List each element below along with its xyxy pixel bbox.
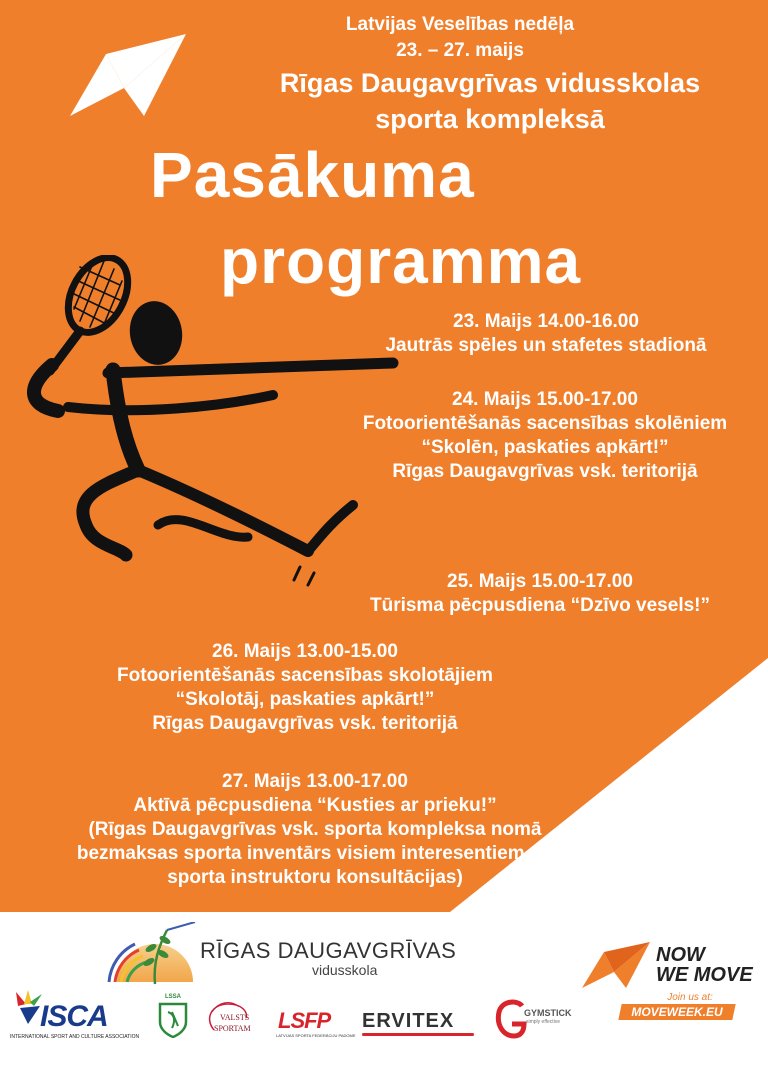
gymstick-logo-text: GYMSTICK xyxy=(524,1008,572,1018)
school-logo-icon xyxy=(105,922,205,988)
school-logo-sub: vidusskola xyxy=(312,962,378,978)
event-1-date: 23. Maijs 14.00-16.00 xyxy=(453,311,639,332)
venue-line-2: sporta kompleksā xyxy=(375,104,605,134)
week-title: Latvijas Veselības nedēļa xyxy=(345,14,575,35)
nowwemove-join: Join us at: xyxy=(667,992,713,1003)
event-1 xyxy=(336,310,756,358)
lsfp-logo-sub: LATVIJAS SPORTA FEDERĀCIJU PADOME xyxy=(276,1033,356,1038)
page-title-line-2: programma xyxy=(220,225,582,297)
event-4-line-1: Fotoorientēšanās sacensības skolotājiem xyxy=(117,665,493,686)
nowwemove-url[interactable]: MOVEWEEK.EU xyxy=(631,1005,723,1019)
event-2-line-3: Rīgas Daugavgrīvas vsk. teritorijā xyxy=(392,461,698,482)
week-dates: 23. – 27. maijs xyxy=(396,40,524,61)
event-2-line-1: Fotoorientēšanās sacensības skolēniem xyxy=(362,413,728,434)
event-5 xyxy=(55,770,575,890)
event-4 xyxy=(80,640,530,736)
school-logo-name: RĪGAS DAUGAVGRĪVAS xyxy=(200,938,457,963)
nowwemove-line-1: NOW xyxy=(656,944,705,966)
event-5-line-1: Aktīvā pēcpusdiena “Kusties ar prieku!” xyxy=(133,795,497,816)
event-5-date: 27. Maijs 13.00-17.00 xyxy=(222,771,408,792)
page-title-line-1: Pasākuma xyxy=(150,139,475,211)
ervitex-swoosh xyxy=(362,1033,474,1036)
event-5-line-2: (Rīgas Daugavgrīvas vsk. sporta kompleksa nomā xyxy=(88,819,542,840)
event-2-line-2: “Skolēn, paskaties apkārt!” xyxy=(421,437,669,458)
venue-line-1: Rīgas Daugavgrīvas vidusskolas xyxy=(279,68,701,98)
lssa-shield-icon xyxy=(158,1002,188,1038)
event-4-line-3: Rīgas Daugavgrīvas vsk. teritorijā xyxy=(152,713,458,734)
gymstick-g-icon xyxy=(494,998,528,1040)
moveweek-arrow-icon xyxy=(68,32,190,122)
event-1-line-1: Jautrās spēles un stafetes stadionā xyxy=(385,335,707,356)
isca-logo-text: ISCA xyxy=(40,1000,108,1033)
event-3 xyxy=(330,570,750,618)
ervitex-logo-text: ERVITEX xyxy=(362,1010,455,1032)
event-4-date: 26. Maijs 13.00-15.00 xyxy=(212,641,398,662)
lsfp-logo-text: LSFP xyxy=(278,1008,331,1033)
event-5-line-3: bezmaksas sporta inventārs visiem interesentiem un xyxy=(76,843,554,864)
lssa-label: LSSA xyxy=(164,994,181,1000)
valsts-label: VALSTS xyxy=(220,1013,250,1022)
nowwemove-arrow-icon xyxy=(582,942,652,990)
event-2-date: 24. Maijs 15.00-17.00 xyxy=(452,389,638,410)
event-3-line-1: Tūrisma pēcpusdiena “Dzīvo vesels!” xyxy=(369,595,710,616)
event-4-line-2: “Skolotāj, paskaties apkārt!” xyxy=(175,689,435,710)
event-3-date: 25. Maijs 15.00-17.00 xyxy=(447,571,633,592)
event-5-line-4: sporta instruktoru konsultācijas) xyxy=(167,867,463,888)
gymstick-logo-sub: simply effective xyxy=(526,1019,561,1025)
nowwemove-line-2: WE MOVE xyxy=(656,964,753,986)
isca-logo-sub: INTERNATIONAL SPORT AND CULTURE ASSOCIATION xyxy=(10,1034,140,1040)
event-2 xyxy=(320,388,768,484)
sportam-label: SPORTAM xyxy=(214,1024,251,1033)
